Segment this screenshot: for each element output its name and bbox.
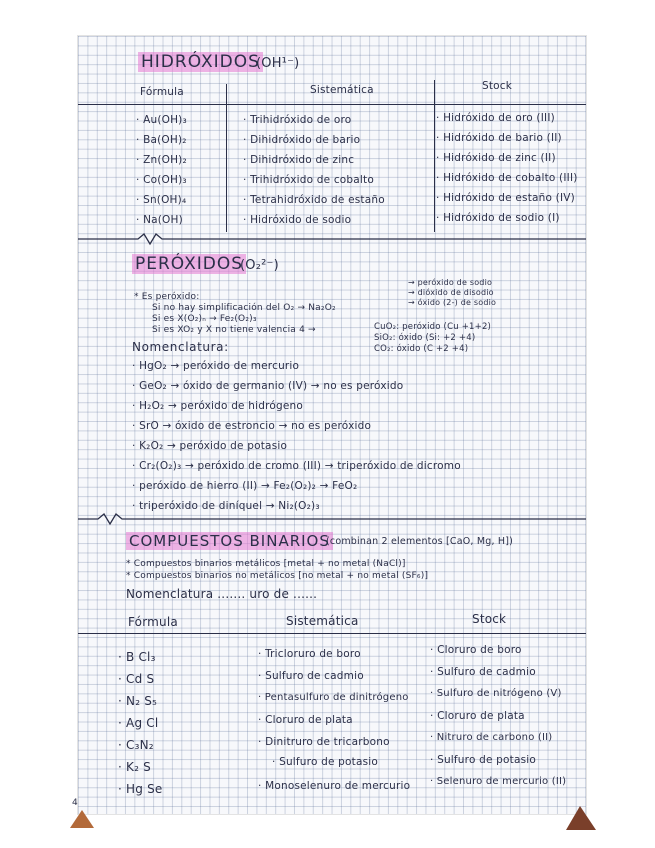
- es-peroxido-label: * Es peróxido:: [134, 292, 200, 302]
- hidroxidos-cell-formula: · Ba(OH)₂: [136, 134, 187, 146]
- binarios-cell-stock: · Sulfuro de nitrógeno (V): [430, 688, 562, 699]
- hidroxidos-cell-formula: · Au(OH)₃: [136, 114, 187, 126]
- peroxidos-title: PERÓXIDOS: [132, 254, 246, 274]
- hidroxidos-cell-sistematica: · Trihidróxido de cobalto: [243, 174, 374, 186]
- hidroxidos-cell-sistematica: · Tetrahidróxido de estaño: [243, 194, 385, 206]
- hidroxidos-cell-sistematica: · Dihidróxido de zinc: [243, 154, 355, 166]
- rule-item: Si es X(O₂)ₙ → Fe₂(O₂)₃: [152, 314, 257, 324]
- binarios-cell-sistematica: · Dinitruro de tricarbono: [258, 736, 390, 748]
- nomenclatura-label: Nomenclatura:: [132, 340, 229, 354]
- hidroxidos-cell-stock: · Hidróxido de zinc (II): [436, 152, 556, 164]
- binarios-cell-formula: · Ag Cl: [118, 716, 159, 730]
- list-item: · triperóxido de diníquel → Ni₂(O₂)₃: [132, 500, 320, 512]
- hidroxidos-header-rule: [78, 104, 586, 105]
- binarios-cell-formula: · C₃N₂: [118, 738, 154, 752]
- notebook-page: [72, 36, 586, 814]
- section-divider-zigzag: [78, 512, 586, 526]
- list-item: · K₂O₂ → peróxido de potasio: [132, 440, 288, 452]
- side-note: → peróxido de sodio: [408, 278, 493, 287]
- binarios-cell-stock: · Cloruro de plata: [430, 710, 525, 722]
- hidroxidos-cell-formula: · Co(OH)₃: [136, 174, 187, 186]
- list-item: · GeO₂ → óxido de germanio (IV) → no es peróxido: [132, 380, 404, 392]
- binarios-note: * Compuestos binarios no metálicos [no metal + no metal (SF₆)]: [126, 571, 429, 581]
- binarios-cell-stock: · Sulfuro de cadmio: [430, 666, 536, 678]
- binarios-cell-stock: · Selenuro de mercurio (II): [430, 776, 567, 787]
- binarios-cell-formula: · K₂ S: [118, 760, 151, 774]
- list-item: · peróxido de hierro (II) → Fe₂(O₂)₂ → FeO₂: [132, 480, 358, 492]
- list-item: · HgO₂ → peróxido de mercurio: [132, 360, 300, 372]
- hidroxidos-cell-formula: · Na(OH): [136, 214, 183, 226]
- rule-item: Si no hay simplificación del O₂ → Na₂O₂: [152, 303, 336, 313]
- binarios-header-stock: Stock: [472, 612, 507, 626]
- binarios-header-formula: Fórmula: [128, 615, 178, 629]
- side-note: → óxido (2-) de sodio: [408, 298, 497, 307]
- rule-item: Si es XO₂ y X no tiene valencia 4 →: [152, 325, 316, 335]
- hidroxidos-ion: (OH¹⁻): [256, 56, 300, 71]
- hidroxidos-header-formula: Fórmula: [140, 86, 184, 98]
- corner-decoration-right: [566, 802, 596, 830]
- hidroxidos-cell-formula: · Zn(OH)₂: [136, 154, 187, 166]
- binarios-cell-formula: · Cd S: [118, 672, 155, 686]
- binarios-title: COMPUESTOS BINARIOS: [126, 532, 333, 550]
- binarios-cell-sistematica: · Monoselenuro de mercurio: [258, 780, 411, 792]
- corner-decoration-left: [70, 808, 94, 828]
- hidroxidos-cell-stock: · Hidróxido de cobalto (III): [436, 172, 578, 184]
- hidroxidos-cell-stock: · Hidróxido de sodio (I): [436, 212, 560, 224]
- binarios-cell-stock: · Cloruro de boro: [430, 644, 522, 656]
- hidroxidos-cell-sistematica: · Dihidróxido de bario: [243, 134, 361, 146]
- binarios-cell-sistematica: · Sulfuro de potasio: [272, 756, 379, 768]
- hidroxidos-header-stock: Stock: [482, 80, 513, 92]
- list-item: · H₂O₂ → peróxido de hidrógeno: [132, 400, 304, 412]
- hidroxidos-title: HIDRÓXIDOS: [138, 52, 263, 72]
- list-item: · Cr₂(O₂)₃ → peróxido de cromo (III) → triperóxido de dicromo: [132, 460, 461, 472]
- hidroxidos-col-divider-2: [434, 80, 435, 232]
- valencia-note: CuO₂: peróxido (Cu +1+2): [374, 322, 492, 332]
- side-note: → dióxido de disodio: [408, 288, 494, 297]
- binarios-cell-formula: · N₂ S₅: [118, 694, 158, 708]
- binarios-subtitle: (combinan 2 elementos [CaO, Mg, H]): [326, 536, 514, 547]
- valencia-note: SiO₂: óxido (Si: +2 +4): [374, 333, 476, 343]
- hidroxidos-cell-stock: · Hidróxido de estaño (IV): [436, 192, 575, 204]
- peroxidos-ion: (O₂²⁻): [240, 258, 279, 273]
- binarios-header-sistematica: Sistemática: [286, 614, 359, 628]
- binarios-cell-formula: · Hg Se: [118, 782, 163, 796]
- binarios-cell-stock: · Nitruro de carbono (II): [430, 732, 553, 743]
- hidroxidos-cell-stock: · Hidróxido de oro (III): [436, 112, 555, 124]
- hidroxidos-header-sistematica: Sistemática: [310, 84, 374, 96]
- hidroxidos-cell-sistematica: · Hidróxido de sodio: [243, 214, 352, 226]
- binarios-cell-formula: · B Cl₃: [118, 650, 156, 664]
- binarios-cell-sistematica: · Cloruro de plata: [258, 714, 353, 726]
- hidroxidos-cell-formula: · Sn(OH)₄: [136, 194, 187, 206]
- valencia-note: CO₂: óxido (C +2 +4): [374, 344, 469, 354]
- binarios-header-rule: [78, 633, 586, 634]
- page-mark: 4: [72, 798, 78, 808]
- list-item: · SrO → óxido de estroncio → no es peróxido: [132, 420, 372, 432]
- binarios-nomenclatura: Nomenclatura ....... uro de ......: [126, 587, 318, 601]
- hidroxidos-cell-stock: · Hidróxido de bario (II): [436, 132, 562, 144]
- hidroxidos-col-divider-1: [226, 84, 227, 232]
- binarios-cell-sistematica: · Pentasulfuro de dinitrógeno: [258, 692, 409, 703]
- binarios-cell-stock: · Sulfuro de potasio: [430, 754, 537, 766]
- binarios-cell-sistematica: · Tricloruro de boro: [258, 648, 361, 660]
- section-divider-zigzag: [78, 232, 586, 246]
- binarios-cell-sistematica: · Sulfuro de cadmio: [258, 670, 364, 682]
- binarios-note: * Compuestos binarios metálicos [metal + no metal (NaCl)]: [126, 559, 406, 569]
- hidroxidos-cell-sistematica: · Trihidróxido de oro: [243, 114, 352, 126]
